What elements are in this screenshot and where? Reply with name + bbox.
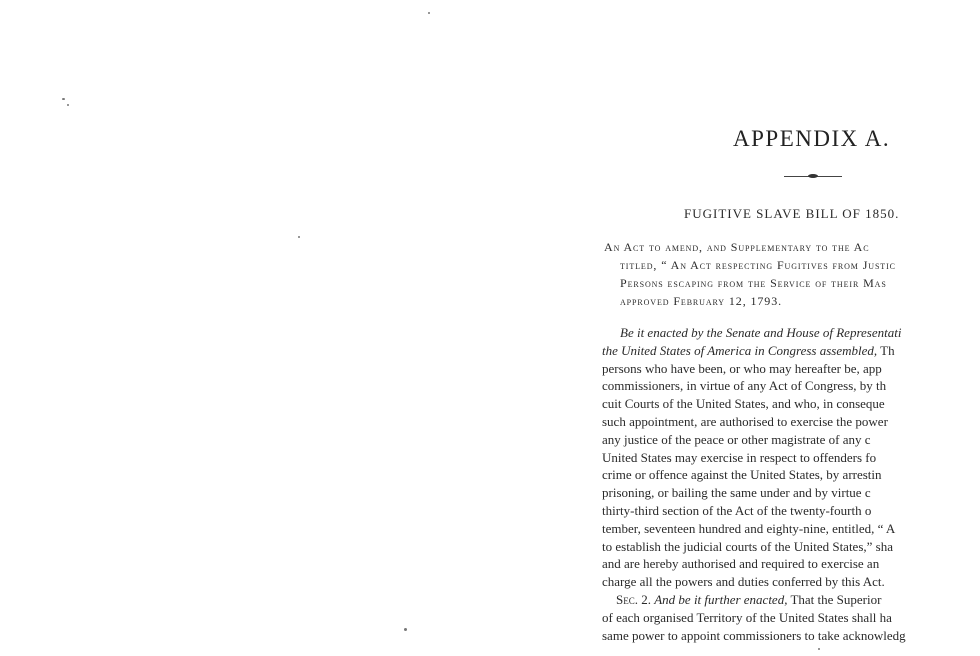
body-line: persons who have been, or who may hereafter be, app <box>602 360 882 376</box>
act-title-line: approved February 12, 1793. <box>620 294 782 308</box>
body-line: commissioners, in virtue of any Act of Congress, by th <box>602 378 887 394</box>
body-line: charge all the powers and duties conferred by this Act. <box>602 574 885 590</box>
section-2-enacting: And be it further enacted, <box>654 591 788 607</box>
body-line: same power to appoint commissioners to take acknowledg <box>602 627 906 643</box>
scan-speck <box>404 628 407 631</box>
section-2-rest: That the Superior <box>787 591 882 607</box>
body-line: United States may exercise in respect to offenders fo <box>602 449 877 465</box>
body-line: to establish the judicial courts of the United States,” sha <box>602 538 893 554</box>
enacting-clause-cont: the United States of America in Congress assembled, <box>602 342 878 358</box>
body-line: tember, seventeen hundred and eighty-nine, entitled, “ A <box>602 520 896 536</box>
body-line-rest: Th <box>877 342 895 358</box>
body-line: crime or offence against the United States, by arrestin <box>602 467 882 483</box>
body-line: of each organised Territory of the United States shall ha <box>602 609 892 625</box>
act-title-line: Persons escaping from the Service of their Mas <box>620 276 887 290</box>
body-line <box>602 342 906 360</box>
body-line: and are hereby authorised and required to exercise an <box>602 556 880 572</box>
act-long-title <box>604 238 896 310</box>
body-line: cuit Courts of the United States, and who, in conseque <box>602 396 885 412</box>
scan-speck <box>428 12 430 14</box>
scan-speck <box>818 648 820 650</box>
body-line: such appointment, are authorised to exercise the power <box>602 413 888 429</box>
scan-speck <box>298 236 300 238</box>
body-line: any justice of the peace or other magistrate of any c <box>602 431 871 447</box>
act-body-text <box>602 324 906 644</box>
section-2-line <box>602 591 906 609</box>
act-title-line: titled, “ An Act respecting Fugitives from Justic <box>620 258 896 272</box>
section-2-label: Sec. 2. <box>616 591 651 607</box>
bill-title: FUGITIVE SLAVE BILL OF 1850. <box>684 206 900 221</box>
act-title-line: An Act to amend, and Supplementary to the Ac <box>604 240 870 254</box>
scan-speck <box>67 104 69 106</box>
enacting-clause: Be it enacted by the Senate and House of Representati <box>620 325 902 340</box>
appendix-heading: APPENDIX A. <box>733 126 891 151</box>
ornamental-rule-center <box>808 174 818 178</box>
scan-speck <box>62 98 65 100</box>
enacting-clause-line <box>602 324 906 342</box>
body-line: thirty-third section of the Act of the twenty-fourth o <box>602 502 872 518</box>
body-line: prisoning, or bailing the same under and by virtue c <box>602 485 871 501</box>
